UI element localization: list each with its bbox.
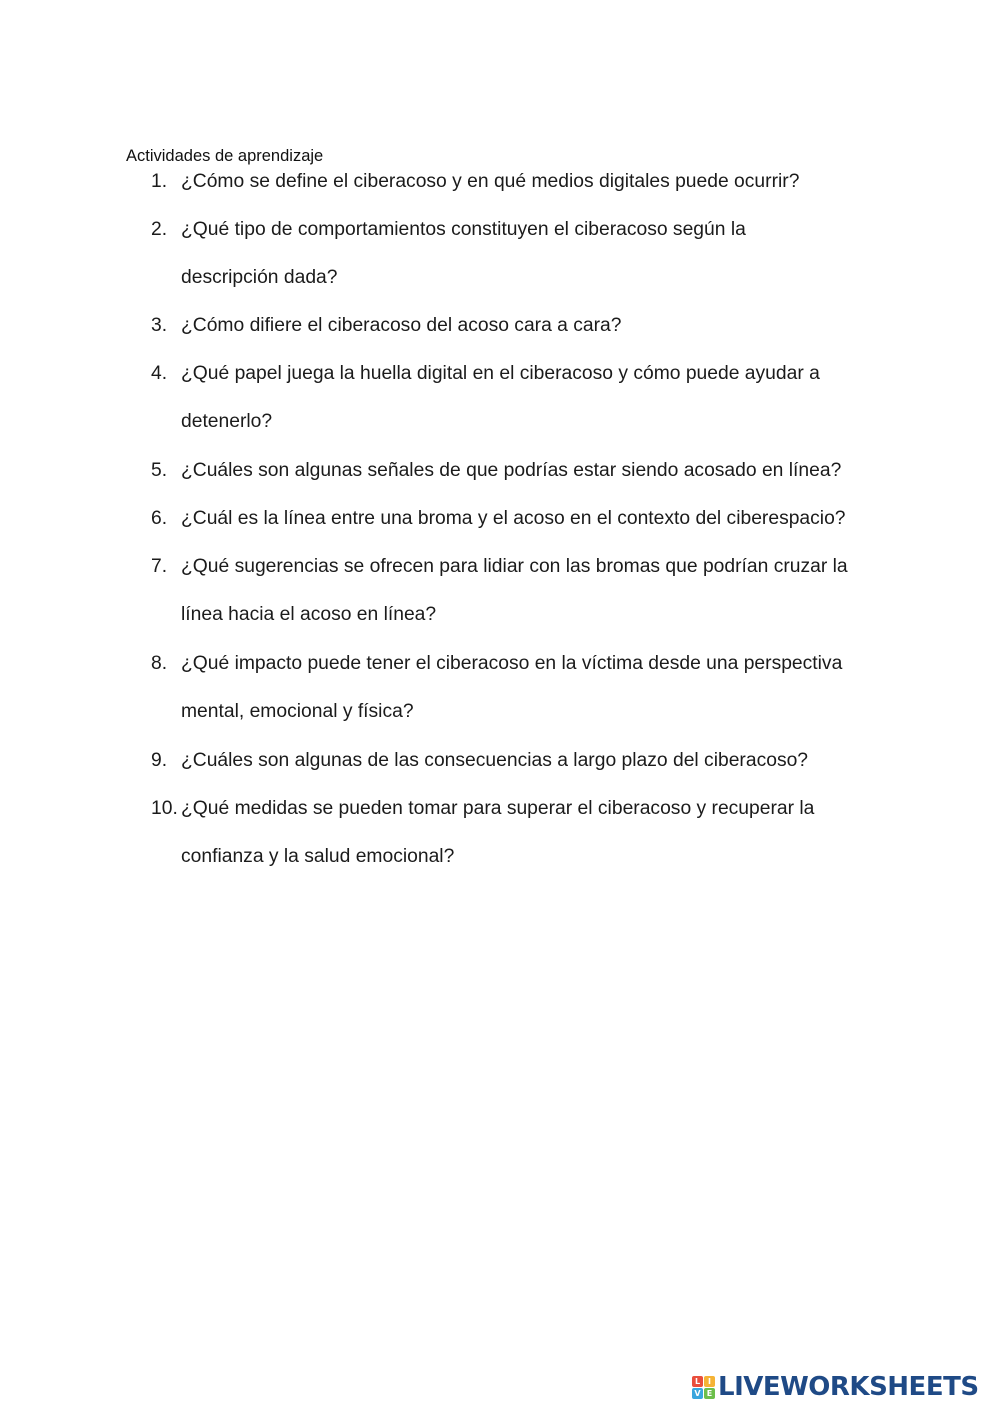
question-number: 3. (151, 315, 168, 336)
question-number: 10. (151, 798, 178, 819)
question-text: ¿Cómo se define el ciberacoso y en qué medios digitales puede ocurrir? (181, 171, 800, 192)
logo-letter-e: E (704, 1388, 715, 1399)
question-number: 9. (151, 750, 168, 771)
logo-letter-v: V (692, 1388, 703, 1399)
question-text: ¿Cómo difiere el ciberacoso del acoso cara a cara? (181, 315, 622, 336)
question-text: ¿Qué papel juega la huella digital en el ciberacoso y cómo puede ayudar a detenerlo? (181, 363, 820, 432)
question-text: ¿Qué sugerencias se ofrecen para lidiar con las bromas que podrían cruzar la línea hacia el acoso en línea? (181, 556, 848, 625)
question-text: ¿Qué medidas se pueden tomar para superar el ciberacoso y recuperar la confianza y la salud emocional? (181, 798, 815, 867)
question-text: ¿Qué impacto puede tener el ciberacoso en la víctima desde una perspectiva mental, emocional y física? (181, 653, 843, 722)
question-text: ¿Cuáles son algunas de las consecuencias a largo plazo del ciberacoso? (181, 750, 809, 771)
question-number: 5. (151, 460, 168, 481)
liveworksheets-watermark (692, 1372, 979, 1402)
liveworksheets-wordmark: LIVEWORKSHEETS (718, 1372, 979, 1402)
question-number: 8. (151, 653, 168, 674)
question-number: 6. (151, 508, 168, 529)
question-number: 4. (151, 363, 168, 384)
logo-letter-l: L (692, 1376, 703, 1387)
logo-letter-i: I (704, 1376, 715, 1387)
question-number: 7. (151, 556, 168, 577)
liveworksheets-logo-icon (692, 1376, 715, 1399)
question-number: 1. (151, 171, 168, 192)
question-text: ¿Qué tipo de comportamientos constituyen el ciberacoso según la descripción dada? (181, 219, 746, 288)
question-text: ¿Cuál es la línea entre una broma y el acoso en el contexto del ciberespacio? (181, 508, 846, 529)
question-number: 2. (151, 219, 168, 240)
page-title: Actividades de aprendizaje (126, 147, 324, 165)
question-text: ¿Cuáles son algunas señales de que podrías estar siendo acosado en línea? (181, 460, 842, 481)
